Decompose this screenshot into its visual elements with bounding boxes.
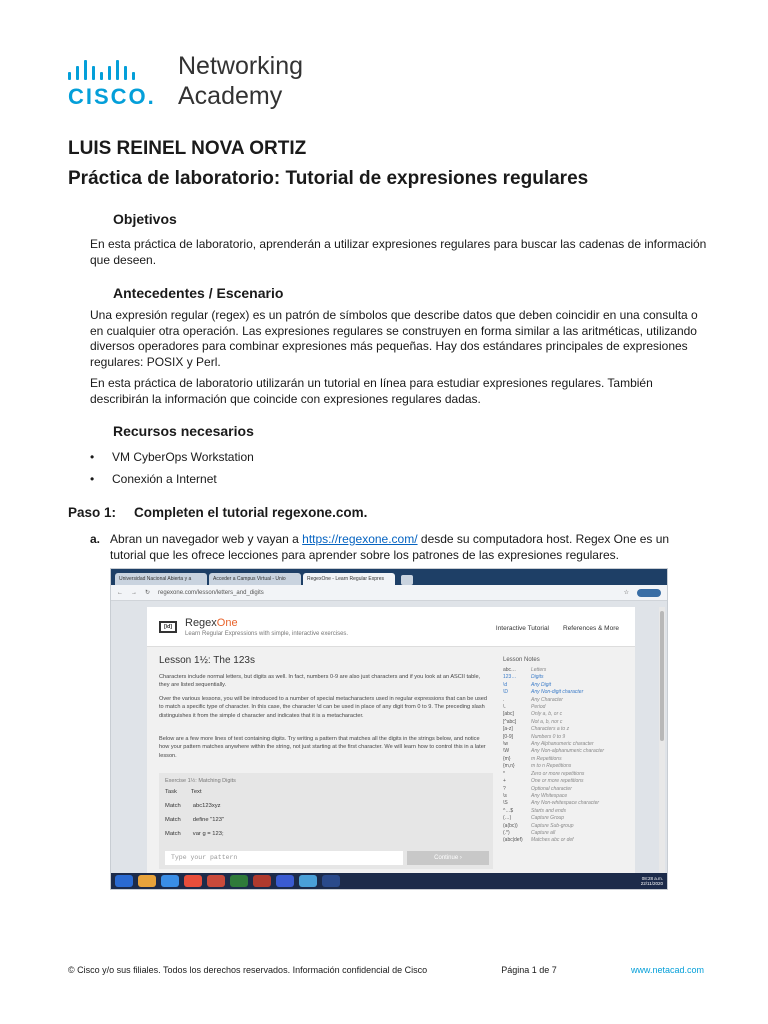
reload-icon[interactable]: ↻ [145, 590, 151, 596]
footer-website[interactable]: www.netacad.com [630, 965, 704, 975]
note-value: Period [531, 704, 546, 711]
lesson-note-item [503, 815, 627, 822]
exercise-panel [159, 773, 493, 869]
col-task: Task [165, 789, 177, 795]
note-value: Optional character [531, 785, 572, 792]
note-value: Capture Group [531, 815, 565, 822]
clock-date: 22/11/2020 [640, 881, 663, 886]
footer-copyright: © Cisco y/o sus filiales. Todos los derechos reservados. Información confidencial de Cisco [68, 965, 428, 975]
heading-recursos: Recursos necesarios [113, 423, 254, 439]
taskbar-app-icon[interactable] [253, 875, 271, 887]
taskbar-clock [641, 876, 663, 886]
heading-antecedentes: Antecedentes / Escenario [113, 285, 284, 301]
lesson-note-item [503, 823, 627, 830]
lesson-note-item [503, 682, 627, 689]
page-scrollbar[interactable] [659, 607, 665, 875]
lesson-note-item [503, 771, 627, 778]
address-bar [111, 585, 667, 601]
taskbar-icons [115, 875, 340, 887]
nav-interactive-tutorial[interactable]: Interactive Tutorial [495, 625, 549, 632]
lesson-note-item [503, 837, 627, 844]
note-value: m Repetitions [531, 755, 562, 762]
note-value: Characters a to z [531, 726, 570, 733]
taskbar-app-icon[interactable] [138, 875, 156, 887]
forward-icon[interactable]: → [131, 589, 137, 596]
nav-references[interactable]: References & More [563, 625, 619, 632]
note-value: m to n Repetitions [531, 763, 572, 770]
note-value: Any Non-whitespace character [531, 800, 600, 807]
lesson-note-item [503, 748, 627, 755]
step-item-label: a. [90, 532, 101, 546]
row-text: var g = 123; [192, 831, 224, 837]
footer-page-number: Página 1 de 7 [501, 965, 557, 975]
exercise-header-row [165, 789, 202, 795]
lesson-note-item [503, 763, 627, 770]
lesson-paragraph-3: Below are a few more lines of text containing digits. Try writing a pattern that matches all the digits in the strings below, and notice how your pattern matches anywhere within the string, not just starting at the first character. We will learn how to control this in a later lesson. [159, 736, 486, 759]
star-icon[interactable]: ☆ [623, 590, 629, 596]
regexone-page [147, 607, 635, 875]
document-title: Práctica de laboratorio: Tutorial de expresiones regulares [68, 168, 589, 189]
resource-label: VM CyberOps Workstation [112, 450, 254, 464]
step-item-a [90, 532, 705, 563]
row-task: Match [165, 831, 181, 837]
scrollbar-thumb[interactable] [660, 611, 664, 741]
cisco-networking-academy-logo [68, 50, 328, 112]
lesson-note-item [503, 800, 627, 807]
note-key: \D [503, 689, 508, 696]
taskbar-app-icon[interactable] [161, 875, 179, 887]
brand-part-a: Regex [185, 617, 217, 629]
note-key: + [503, 778, 506, 785]
heading-objetivos: Objetivos [113, 211, 177, 227]
note-value: Any Alphanumeric character [531, 741, 594, 748]
lesson-notes [503, 657, 627, 845]
taskbar-app-icon[interactable] [299, 875, 317, 887]
antecedentes-paragraph-2: En esta práctica de laboratorio utilizarán un tutorial en línea para estudiar expresiones regulares. También describirán la información que coincide con expresiones regulares dadas. [90, 376, 653, 406]
note-key: \s [503, 792, 507, 799]
note-key: [0-9] [503, 733, 514, 740]
note-key: (abc|def) [503, 837, 523, 844]
note-key: [a-z] [503, 726, 513, 733]
browser-tab-bar [111, 569, 667, 585]
note-value: Capture all [531, 829, 556, 836]
note-key: (.*) [503, 829, 510, 836]
lesson-note-item [503, 778, 627, 785]
logo-networking: Networking [178, 52, 304, 80]
back-icon[interactable]: ← [117, 589, 123, 596]
exercise-row [165, 817, 224, 823]
lesson-note-item [503, 719, 627, 726]
pattern-input[interactable]: Type your pattern [165, 851, 403, 865]
browser-tab[interactable]: Universidad Nacional Abierta y a [115, 573, 207, 585]
note-value: Not a, b, nor c [531, 718, 563, 725]
note-key: \W [503, 748, 510, 755]
bullet-icon: • [90, 472, 95, 486]
brand-part-b: One [216, 617, 238, 629]
taskbar-app-icon[interactable] [115, 875, 133, 887]
note-key: \. [503, 704, 506, 711]
step-text-before: Abran un navegador web y vayan a [110, 532, 303, 546]
row-text: abc123xyz [192, 803, 221, 809]
regexone-link[interactable]: https://regexone.com/ [302, 532, 418, 546]
lesson-note-item [503, 741, 627, 748]
note-key: 123… [503, 674, 517, 681]
note-value: Digits [531, 674, 544, 681]
step-item-text [110, 532, 705, 563]
note-key: \S [503, 800, 508, 807]
note-value: Only a, b, or c [531, 711, 563, 718]
taskbar-app-icon[interactable] [230, 875, 248, 887]
lesson-paragraph-1: Characters include normal letters, but digits as well. In fact, numbers 0-9 are also just characters and if you look at an ASCII table, they are listed sequentially. [159, 674, 481, 689]
exercise-title: Exercise 1½: Matching Digits [165, 778, 236, 784]
note-value: Any Whitespace [531, 792, 568, 799]
step-label: Paso 1: [68, 505, 117, 520]
profile-icon[interactable] [637, 589, 661, 597]
lesson-note-item [503, 697, 627, 704]
regexone-header [147, 607, 635, 647]
note-key: \w [503, 741, 508, 748]
step-heading [68, 505, 367, 520]
note-key: (…) [503, 815, 512, 822]
note-value: Any Non-alphanumeric character [531, 748, 605, 755]
exercise-row [165, 831, 224, 837]
cisco-wordmark: CISCO. [68, 84, 156, 109]
regexone-tagline: Learn Regular Expressions with simple, interactive exercises. [185, 631, 349, 637]
lesson-note-item [503, 808, 627, 815]
regexone-brand [185, 617, 238, 629]
note-value: Zero or more repetitions [531, 770, 585, 777]
note-key: . [503, 696, 505, 703]
note-key: ? [503, 785, 506, 792]
clock-time: 08:28 a.m. [641, 876, 663, 881]
note-key: ^…$ [503, 807, 514, 814]
browser-tab-active[interactable]: RegexOne - Learn Regular Expres [303, 573, 395, 585]
note-value: Capture Sub-group [531, 822, 574, 829]
note-key: [abc] [503, 711, 514, 718]
resource-label: Conexión a Internet [112, 472, 217, 486]
lesson-note-item [503, 667, 627, 674]
taskbar-app-icon[interactable] [276, 875, 294, 887]
note-key: {m,n} [503, 763, 515, 770]
note-key: * [503, 770, 505, 777]
note-value: Any Character [531, 696, 563, 703]
cisco-bars-icon [68, 58, 135, 80]
regexone-logo-icon: [\d] [159, 621, 177, 633]
lesson-note-item [503, 674, 627, 681]
taskbar-app-icon[interactable] [322, 875, 340, 887]
objetivos-text: En esta práctica de laboratorio, aprenderán a utilizar expresiones regulares para buscar las cadenas de información que deseen. [90, 237, 707, 267]
url-field[interactable]: regexone.com/lesson/letters_and_digits [158, 589, 264, 596]
page-footer [68, 965, 704, 975]
lesson-notes-title: Lesson Notes [503, 657, 540, 663]
step-text-after: desde su computadora host. Regex One es un tutorial que les ofrece lecciones para aprender sobre los patrones de las expresiones regulares. [110, 532, 670, 562]
lesson-note-item [503, 756, 627, 763]
new-tab-icon[interactable] [401, 575, 413, 585]
row-task: Match [165, 817, 181, 823]
continue-button[interactable]: Continue › [407, 851, 489, 865]
regexone-nav [496, 625, 619, 632]
lesson-note-item [503, 830, 627, 837]
note-value: One or more repetitions [531, 778, 584, 785]
lesson-note-item [503, 726, 627, 733]
note-key: {m} [503, 755, 511, 762]
taskbar-app-icon[interactable] [207, 875, 225, 887]
lesson-note-item [503, 786, 627, 793]
lesson-note-item [503, 793, 627, 800]
bullet-icon: • [90, 450, 95, 464]
resource-item [90, 472, 217, 486]
antecedentes-paragraph-1: Una expresión regular (regex) es un patrón de símbolos que describe datos que deben coincidir en una consulta o en cualquier otra operación. Las expresiones regulares se construyen en forma similar a las aritméticas, utilizando diversos operadores para combinar expresiones más pequeñas. Hay dos estándares principales de expresiones regulares: POSIX y Perl. [90, 308, 698, 369]
note-value: Any Non-digit character [531, 689, 584, 696]
lesson-notes-list [503, 667, 627, 845]
col-text: Text [190, 789, 202, 795]
exercise-row [165, 803, 221, 809]
lesson-title: Lesson 1½: The 123s [159, 655, 255, 666]
lesson-paragraph-2: Over the various lessons, you will be introduced to a number of special metacharacters used in regular expressions that can be used to match a specific type of character. In this case, the character \d can be used in place of any digit from 0 to 9. The preceding slash distinguishes it from the simple d character and indicates that it is a metacharacter. [159, 696, 488, 719]
lesson-note-item [503, 689, 627, 696]
lesson-note-item [503, 711, 627, 718]
taskbar-app-icon[interactable] [184, 875, 202, 887]
row-task: Match [165, 803, 181, 809]
logo-academy: Academy [178, 82, 283, 110]
note-key: \d [503, 681, 508, 688]
note-value: Letters [531, 667, 547, 673]
note-value: Any Digit [531, 681, 552, 688]
lesson-note-item [503, 734, 627, 741]
step-title: Completen el tutorial regexone.com. [134, 505, 368, 520]
note-value: Starts and ends [531, 807, 567, 814]
note-key: abc… [503, 667, 517, 673]
browser-screenshot [110, 568, 668, 890]
author-name: LUIS REINEL NOVA ORTIZ [68, 138, 307, 159]
resource-item [90, 450, 254, 464]
lesson-note-item [503, 704, 627, 711]
browser-tab[interactable]: Acceder a Campus Virtual - Unio [209, 573, 301, 585]
windows-taskbar [111, 873, 668, 889]
note-key: [^abc] [503, 718, 517, 725]
note-value: Numbers 0 to 9 [531, 733, 566, 740]
note-value: Matches abc or def [531, 837, 574, 844]
row-text: define "123" [192, 817, 224, 823]
note-key: (a(bc)) [503, 822, 518, 829]
